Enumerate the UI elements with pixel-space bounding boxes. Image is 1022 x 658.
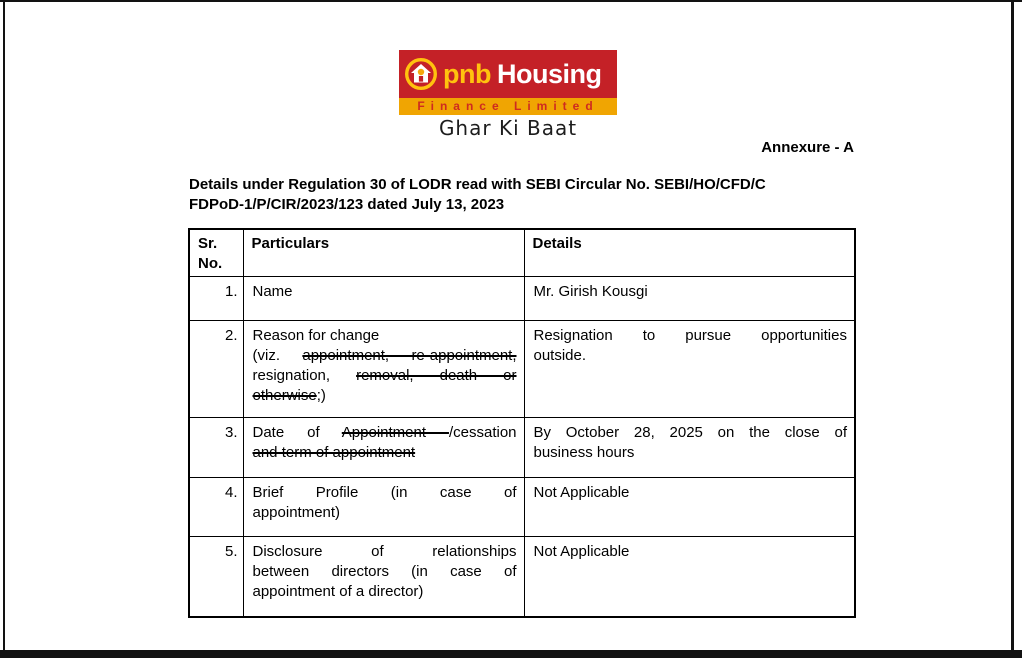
struck-text: and term of appointment xyxy=(252,444,416,461)
particulars-line xyxy=(253,346,517,366)
details-line: Not Applicable xyxy=(533,484,630,501)
table-header-row xyxy=(189,229,855,277)
sr-cell: 5. xyxy=(189,537,243,617)
pnb-house-emblem-icon xyxy=(404,57,438,91)
particulars-line xyxy=(253,582,517,602)
sr-cell: 2. xyxy=(189,321,243,418)
particulars-line xyxy=(253,542,517,562)
column-header-sr-no: Sr. No. xyxy=(189,229,243,277)
details-line: By October 28, 2025 on the close of xyxy=(533,424,847,441)
details-line: Resignation to pursue opportunities xyxy=(533,327,847,344)
struck-text: Appointment xyxy=(341,424,449,441)
table-row xyxy=(189,321,855,418)
table-row xyxy=(189,277,855,321)
particulars-line xyxy=(253,366,517,386)
column-header-particulars: Particulars xyxy=(243,229,524,277)
struck-text: appointment, re-appointment, xyxy=(302,347,517,364)
particulars-line xyxy=(253,503,517,523)
page-border-left xyxy=(3,0,5,658)
table-header xyxy=(189,229,855,277)
annexure-label: Annexure - A xyxy=(761,139,854,156)
table-body xyxy=(189,277,855,617)
text-run: between directors (in case of xyxy=(252,563,517,580)
particulars-cell xyxy=(243,321,524,418)
details-line: outside. xyxy=(533,347,587,364)
details-cell xyxy=(524,478,855,537)
logo-tagline: Ghar Ki Baat xyxy=(438,116,578,140)
table-row xyxy=(189,478,855,537)
text-run: Brief Profile (in case of xyxy=(252,484,517,501)
logo-finance-limited-strip: Finance Limited xyxy=(399,98,617,115)
page-border-right xyxy=(1011,0,1014,658)
document-title-line2: FDPoD-1/P/CIR/2023/123 dated July 13, 2023 xyxy=(189,196,505,213)
text-run: Name xyxy=(252,283,293,300)
text-run: Reason for change xyxy=(252,327,380,344)
struck-text: removal, death or xyxy=(356,367,517,384)
logo-red-band xyxy=(399,50,617,98)
particulars-line xyxy=(253,562,517,582)
particulars-cell xyxy=(243,478,524,537)
page-border-bottom xyxy=(0,650,1022,658)
sr-cell: 1. xyxy=(189,277,243,321)
text-run: appointment of a director) xyxy=(252,583,424,600)
particulars-line xyxy=(253,326,517,346)
struck-text: otherwise xyxy=(252,387,317,404)
table-row xyxy=(189,418,855,478)
particulars-cell xyxy=(243,277,524,321)
details-line: Not Applicable xyxy=(533,543,630,560)
details-cell xyxy=(524,277,855,321)
text-run: Disclosure of relationships xyxy=(252,543,517,560)
details-cell xyxy=(524,418,855,478)
table-row xyxy=(189,537,855,617)
particulars-cell xyxy=(243,537,524,617)
column-header-details: Details xyxy=(524,229,855,277)
pnb-housing-logo xyxy=(399,50,617,115)
details-table xyxy=(188,228,856,618)
particulars-line xyxy=(253,443,517,463)
text-run: (viz. xyxy=(252,347,303,364)
logo-brand-pnb: pnb xyxy=(443,58,491,89)
details-line: business hours xyxy=(533,444,635,461)
particulars-line xyxy=(253,282,517,302)
sr-cell: 4. xyxy=(189,478,243,537)
document-title xyxy=(189,175,857,215)
sr-cell: 3. xyxy=(189,418,243,478)
particulars-line xyxy=(253,483,517,503)
document-title-line1: Details under Regulation 30 of LODR read with SEBI Circular No. SEBI/HO/CFD/C xyxy=(189,176,766,193)
text-run: Date of xyxy=(252,424,342,441)
details-cell xyxy=(524,537,855,617)
text-run: appointment) xyxy=(252,504,341,521)
particulars-line xyxy=(253,423,517,443)
logo-brand-housing: Housing xyxy=(496,58,602,89)
particulars-cell xyxy=(243,418,524,478)
particulars-line xyxy=(253,386,517,406)
text-run: /cessation xyxy=(448,424,517,441)
text-run: resignation, xyxy=(252,367,357,384)
text-run: ;) xyxy=(316,387,326,404)
page-border-top xyxy=(0,0,1022,2)
details-cell xyxy=(524,321,855,418)
details-line: Mr. Girish Kousgi xyxy=(533,283,648,300)
